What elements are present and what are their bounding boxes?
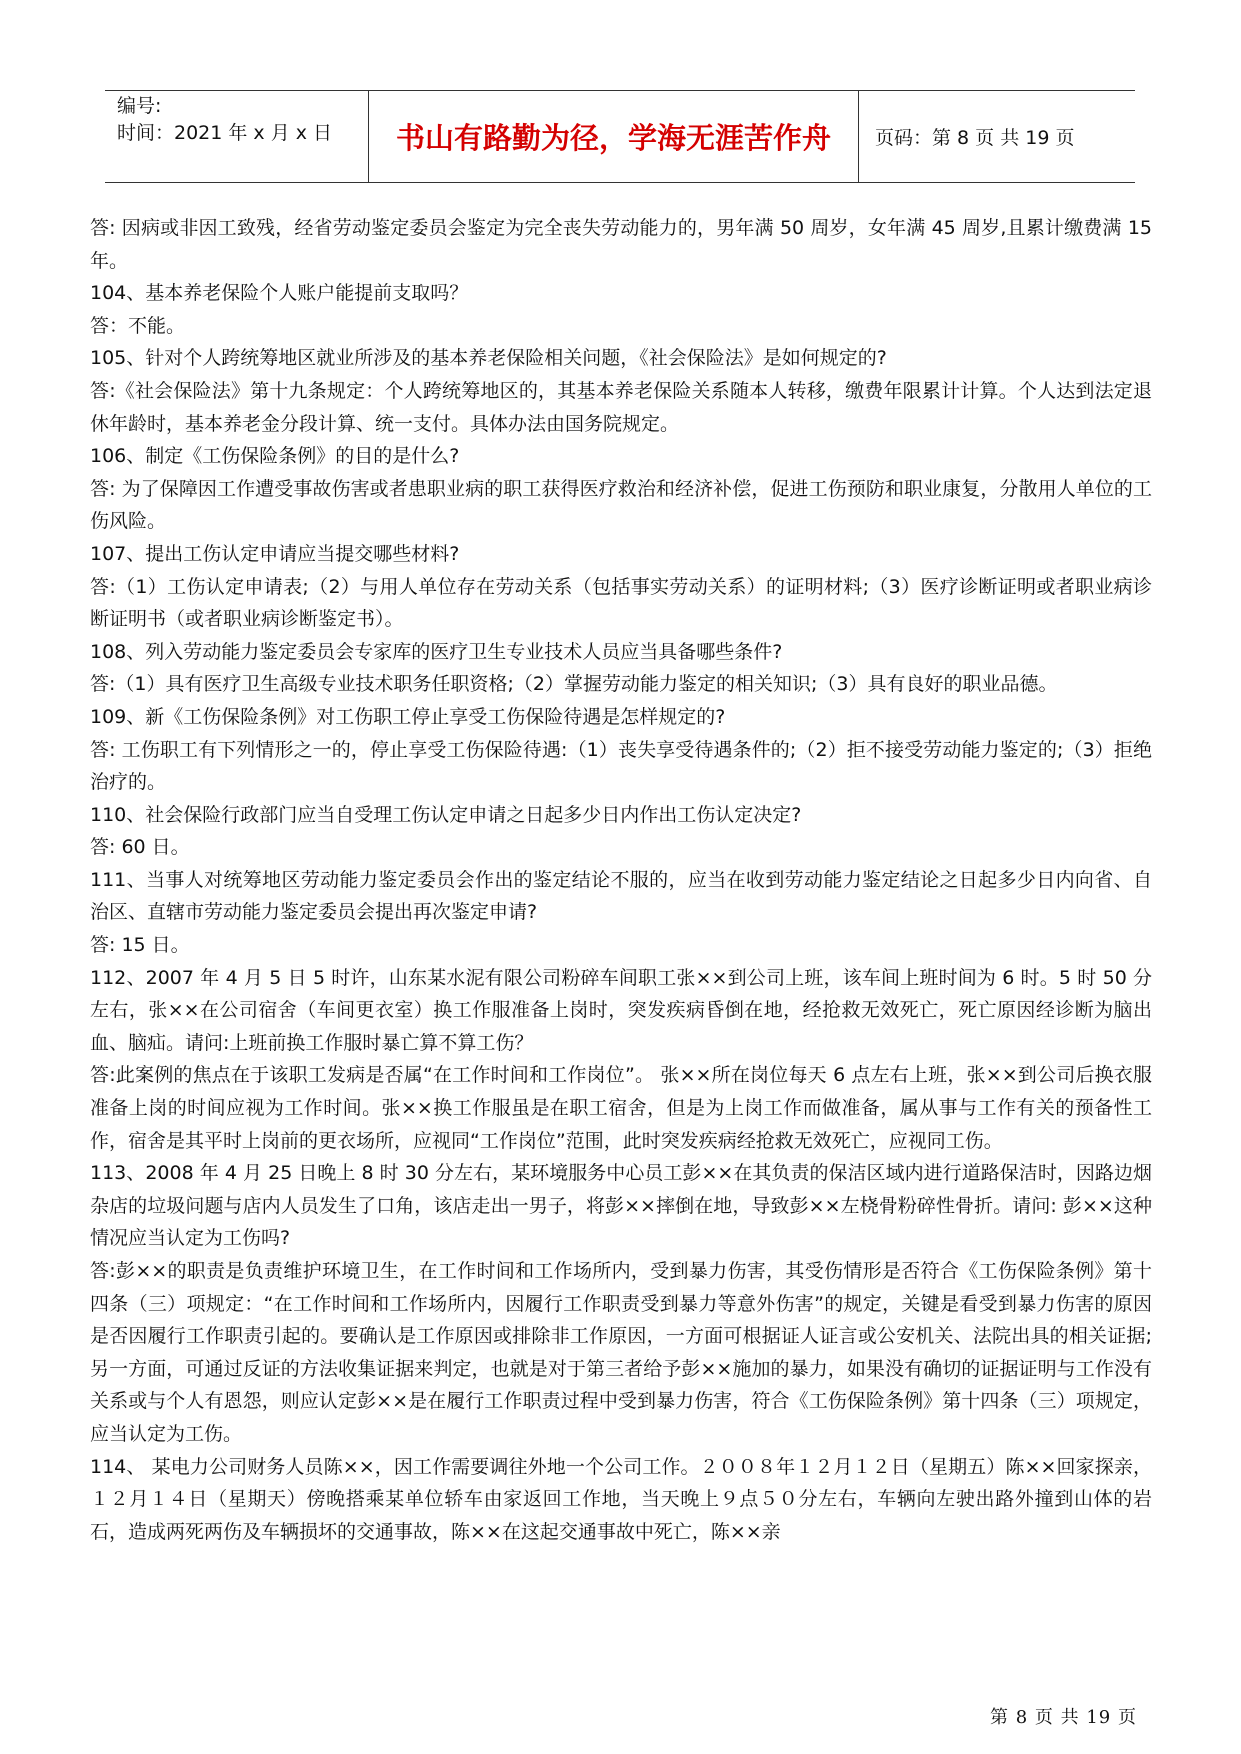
question: 107、提出工伤认定申请应当提交哪些材料? bbox=[90, 542, 460, 565]
page-footer: 第 8 页 共 19 页 bbox=[990, 1707, 1137, 1728]
document-number-label: 编号: bbox=[117, 95, 162, 117]
answer: 答: 为了保障因工作遭受事故伤害或者患职业病的职工获得医疗救治和经济补偿，促进工伤预防和职业康复，分散用人单位的工伤风险。 bbox=[90, 477, 1152, 533]
header-meta bbox=[105, 91, 369, 182]
header-motto: 书山有路勤为径，学海无涯苦作舟 bbox=[369, 91, 859, 182]
question: 106、制定《工伤保险条例》的目的是什么? bbox=[90, 445, 460, 468]
answer: 答:《社会保险法》第十九条规定：个人跨统筹地区的，其基本养老保险关系随本人转移，缴费年限累计计算。个人达到法定退休年龄时，基本养老金分段计算、统一支付。具体办法由国务院规定。 bbox=[90, 379, 1152, 435]
question: 113、2008 年 4 月 25 日晚上 8 时 30 分左右，某环境服务中心员工彭××在其负责的保洁区域内进行道路保洁时，因路边烟杂店的垃圾问题与店内人员发生了口角，该店走出一男子，将彭××摔倒在地，导致彭××左桡骨粉碎性骨折。请问: 彭××这种情况应当认定为工伤吗? bbox=[90, 1162, 1152, 1250]
question: 112、2007 年 4 月 5 日 5 时许，山东某水泥有限公司粉碎车间职工张××到公司上班，该车间上班时间为 6 时。5 时 50 分左右，张××在公司宿舍（车间更衣室）换工作服准备上岗时，突发疾病昏倒在地，经抢救无效死亡，死亡原因经诊断为脑出血、脑疝。请问:上班前换工作服时暴亡算不算工伤？ bbox=[90, 966, 1152, 1054]
question: 114、 某电力公司财务人员陈××，因工作需要调往外地一个公司工作。２００８年１２月１２日（星期五）陈××回家探亲，１２月１４日（星期天）傍晚搭乘某单位轿车由家返回工作地，当天晚上９点５０分左右，车辆向左驶出路外撞到山体的岩石，造成两死两伤及车辆损坏的交通事故，陈××在这起交通事故中死亡，陈××亲 bbox=[90, 1455, 1152, 1543]
question: 109、新《工伤保险条例》对工伤职工停止享受工伤保险待遇是怎样规定的? bbox=[90, 705, 726, 728]
question: 105、针对个人跨统筹地区就业所涉及的基本养老保险相关问题，《社会保险法》是如何规定的? bbox=[90, 347, 887, 370]
answer: 答:此案例的焦点在于该职工发病是否属“在工作时间和工作岗位”。 张××所在岗位每天 6 点左右上班，张××到公司后换衣服准备上岗的时间应视为工作时间。张××换工作服虽是在职工宿舍，但是为上岗工作而做准备，属从事与工作有关的预备性工作，宿舍是其平时上岗前的更衣场所，应视同“工作岗位”范围，此时突发疾病经抢救无效死亡，应视同工伤。 bbox=[90, 1064, 1152, 1152]
question: 108、列入劳动能力鉴定委员会专家库的医疗卫生专业技术人员应当具备哪些条件? bbox=[90, 640, 783, 663]
document-body bbox=[90, 212, 1152, 1548]
answer: 答:（1）工伤认定申请表;（2）与用人单位存在劳动关系（包括事实劳动关系）的证明材料;（3）医疗诊断证明或者职业病诊断证明书（或者职业病诊断鉴定书）。 bbox=[90, 575, 1152, 631]
document-time-label: 时间：2021 年 x 月 x 日 bbox=[117, 122, 333, 144]
answer: 答:彭××的职责是负责维护环境卫生，在工作时间和工作场所内，受到暴力伤害，其受伤情形是否符合《工伤保险条例》第十四条（三）项规定：“在工作时间和工作场所内，因履行工作职责受到暴力等意外伤害”的规定，关键是看受到暴力伤害的原因是否因履行工作职责引起的。要确认是工作原因或排除非工作原因，一方面可根据证人证言或公安机关、法院出具的相关证据; 另一方面，可通过反证的方法收集证据来判定，也就是对于第三者给予彭××施加的暴力，如果没有确切的证据证明与工作没有关系或与个人有恩怨，则应认定彭××是在履行工作职责过程中受到暴力伤害，符合《工伤保险条例》第十四条（三）项规定，应当认定为工伤。 bbox=[90, 1260, 1152, 1445]
question: 110、社会保险行政部门应当自受理工伤认定申请之日起多少日内作出工伤认定决定? bbox=[90, 803, 802, 826]
answer: 答: 工伤职工有下列情形之一的，停止享受工伤保险待遇:（1）丧失享受待遇条件的;（2）拒不接受劳动能力鉴定的;（3）拒绝治疗的。 bbox=[90, 738, 1152, 794]
header-page-label: 页码：第 8 页 共 19 页 bbox=[875, 127, 1075, 149]
answer: 答：不能。 bbox=[90, 314, 186, 337]
answer: 答: 60 日。 bbox=[90, 836, 190, 859]
question: 104、基本养老保险个人账户能提前支取吗？ bbox=[90, 282, 469, 305]
answer: 答:（1）具有医疗卫生高级专业技术职务任职资格;（2）掌握劳动能力鉴定的相关知识;（3）具有良好的职业品德。 bbox=[90, 673, 1058, 696]
paragraph: 答: 因病或非因工致残，经省劳动鉴定委员会鉴定为完全丧失劳动能力的，男年满 50 周岁，女年满 45 周岁,且累计缴费满 15 年。 bbox=[90, 217, 1152, 272]
question: 111、当事人对统筹地区劳动能力鉴定委员会作出的鉴定结论不服的，应当在收到劳动能力鉴定结论之日起多少日内向省、自治区、直辖市劳动能力鉴定委员会提出再次鉴定申请? bbox=[90, 868, 1152, 924]
page-header bbox=[105, 90, 1135, 183]
answer: 答: 15 日。 bbox=[90, 934, 190, 957]
